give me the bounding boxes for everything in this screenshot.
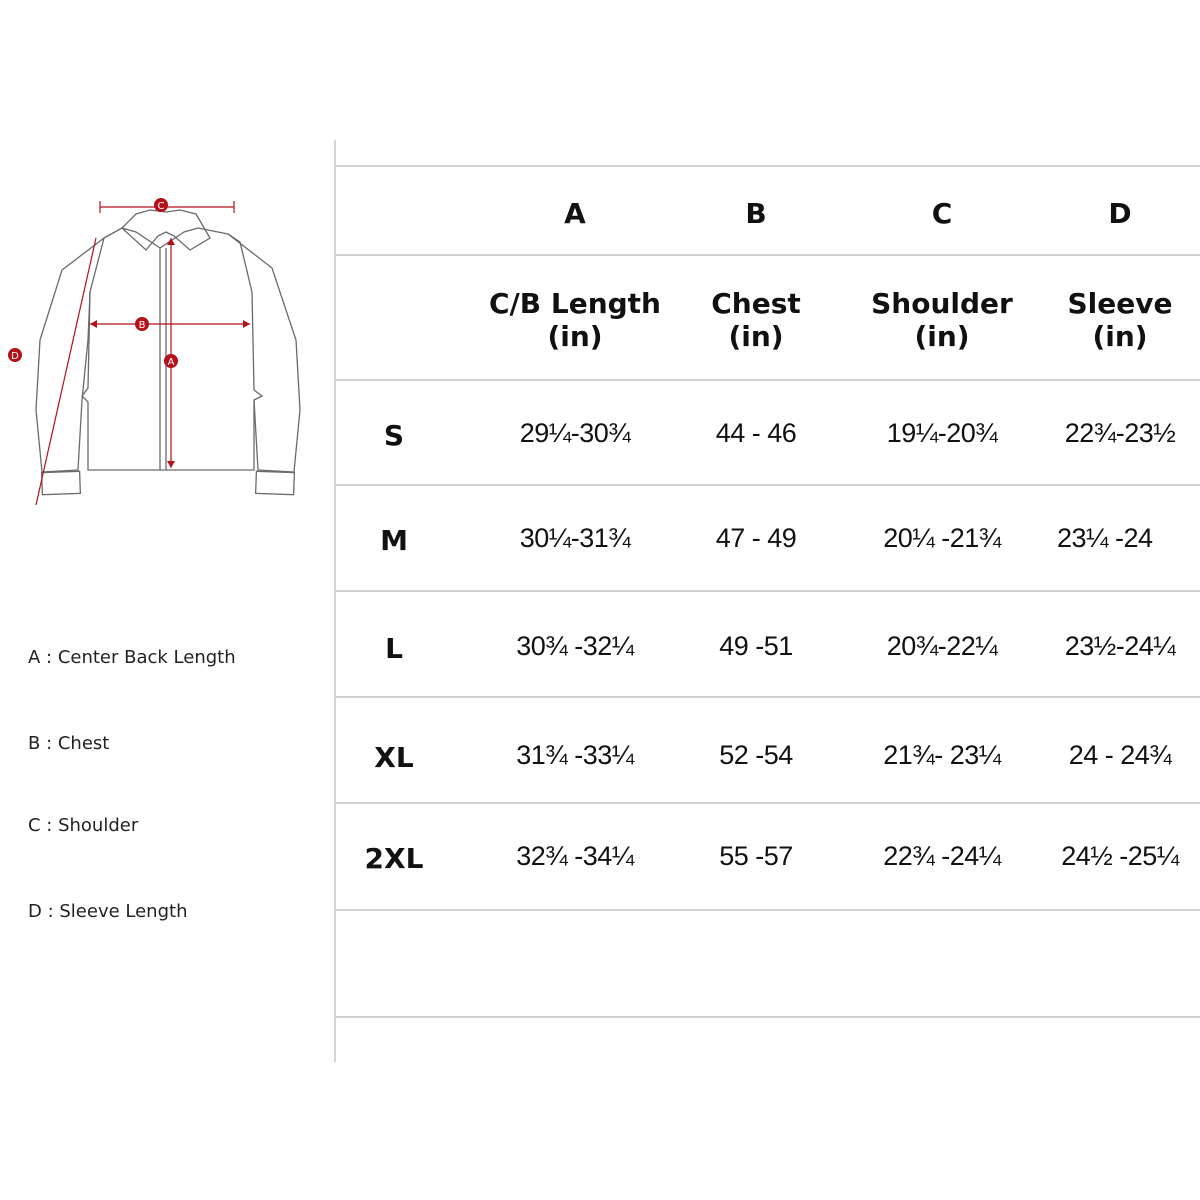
marker-b: B [138, 320, 146, 331]
header-unit: (in) [728, 320, 784, 353]
cell-sleeve: 23¼ -24 [1057, 522, 1153, 553]
cell-shoulder: 20¾-22¼ [886, 630, 998, 661]
table-rule [336, 696, 1200, 698]
vertical-divider [334, 140, 336, 1062]
cell-shoulder: 21¾- 23¼ [883, 739, 1001, 770]
cell-chest: 52 -54 [719, 739, 793, 770]
legend-item-b: B : Chest [28, 733, 110, 754]
table-rule [336, 379, 1200, 381]
header-unit: (in) [1092, 320, 1148, 353]
table-rule [336, 1016, 1200, 1018]
col-letter-c: C [931, 196, 953, 230]
cell-shoulder: 19¼-20¾ [886, 417, 998, 448]
marker-a: A [167, 357, 175, 368]
header-label: Chest [711, 287, 801, 320]
header-label: Sleeve [1067, 287, 1173, 320]
header-sleeve [1045, 280, 1195, 360]
table-rule [336, 909, 1200, 911]
cell-chest: 44 - 46 [715, 417, 797, 448]
marker-c: C [157, 201, 165, 212]
size-label: L [385, 631, 403, 665]
table-rule [336, 165, 1200, 167]
cell-chest: 47 - 49 [715, 522, 797, 553]
legend-item-a: A : Center Back Length [28, 647, 236, 668]
cell-chest: 55 -57 [719, 840, 793, 871]
cell-cb-length: 29¼-30¾ [519, 417, 631, 448]
cell-shoulder: 22¾ -24¼ [883, 840, 1001, 871]
size-label: 2XL [364, 841, 424, 875]
table-rule [336, 254, 1200, 256]
col-letter-b: B [745, 196, 767, 230]
header-chest [686, 280, 826, 360]
header-unit: (in) [914, 320, 970, 353]
marker-d: D [11, 351, 19, 362]
cell-chest: 49 -51 [719, 630, 793, 661]
col-letter-a: A [564, 196, 586, 230]
cell-sleeve: 23½-24¼ [1064, 630, 1176, 661]
cell-cb-length: 31¾ -33¼ [516, 739, 634, 770]
cell-sleeve: 24½ -25¼ [1061, 840, 1179, 871]
cell-cb-length: 30¼-31¾ [519, 522, 631, 553]
size-label: XL [374, 740, 414, 774]
size-label: S [383, 418, 405, 452]
header-label: Shoulder [871, 287, 1013, 320]
table-rule [336, 484, 1200, 486]
header-unit: (in) [547, 320, 603, 353]
cell-sleeve: 22¾-23½ [1064, 417, 1176, 448]
cell-shoulder: 20¼ -21¾ [883, 522, 1001, 553]
header-cb-length [480, 280, 670, 360]
table-rule [336, 590, 1200, 592]
header-label: C/B Length [489, 287, 661, 320]
measurement-legend [0, 0, 320, 1200]
legend-item-c: C : Shoulder [28, 815, 139, 836]
cell-cb-length: 32¾ -34¼ [516, 840, 634, 871]
size-label: M [380, 523, 408, 557]
table-rule [336, 802, 1200, 804]
header-shoulder [852, 280, 1032, 360]
cell-cb-length: 30¾ -32¼ [516, 630, 634, 661]
legend-item-d: D : Sleeve Length [28, 901, 188, 922]
col-letter-d: D [1108, 196, 1132, 230]
cell-sleeve: 24 - 24¾ [1068, 739, 1172, 770]
